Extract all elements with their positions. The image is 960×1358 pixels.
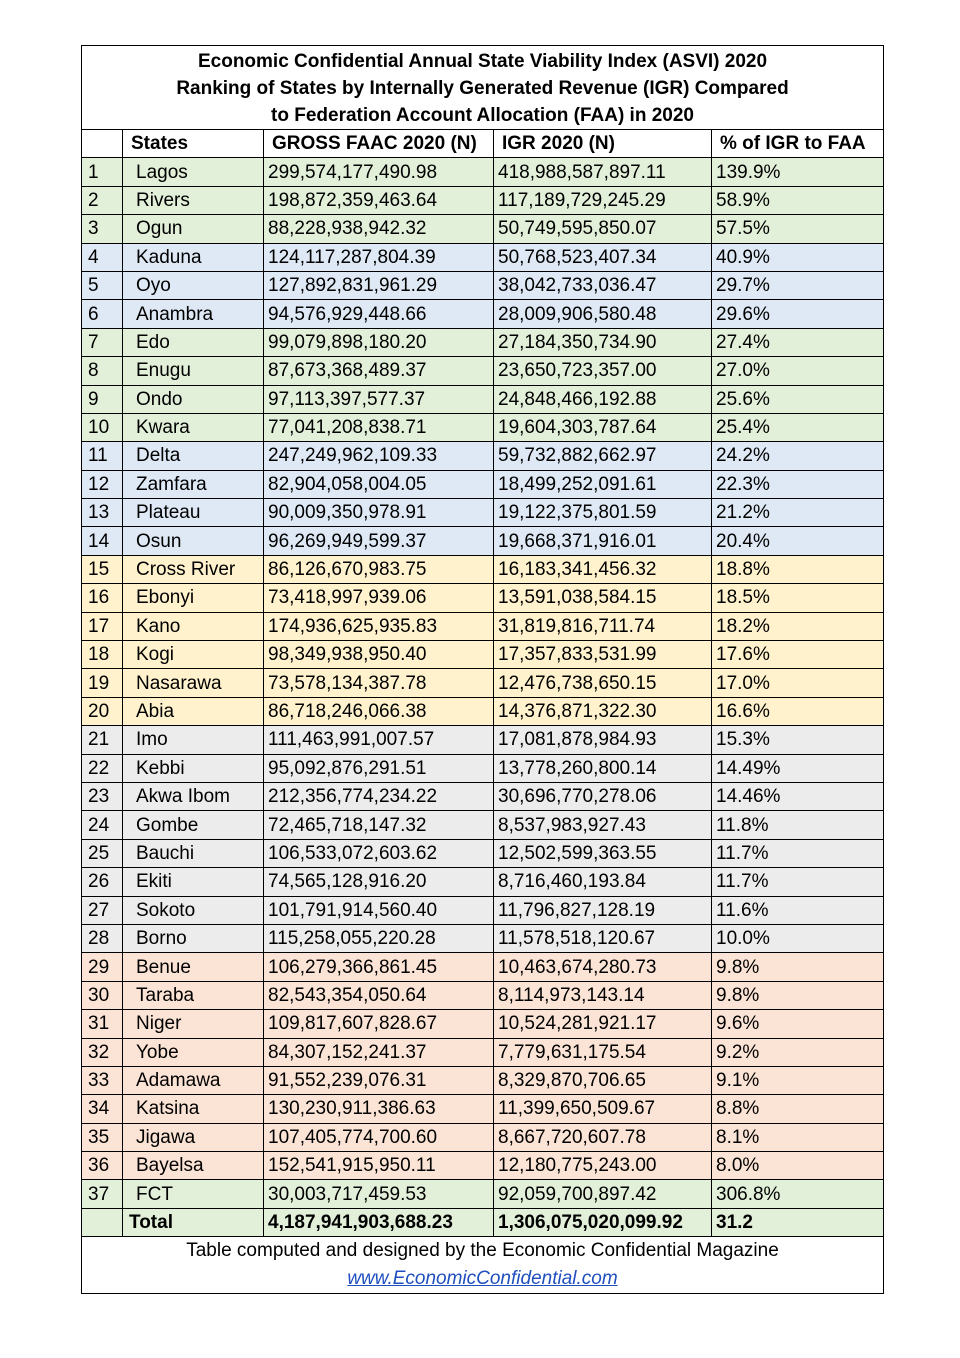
- state-cell: Kogi: [123, 641, 264, 669]
- table-row: [82, 1152, 884, 1180]
- faac-cell: 91,552,239,076.31: [264, 1066, 494, 1094]
- pct-cell: 8.8%: [712, 1095, 884, 1123]
- rank-cell: 26: [82, 868, 123, 896]
- table-row: [82, 271, 884, 299]
- faac-cell: 106,279,366,861.45: [264, 953, 494, 981]
- faac-cell: 86,718,246,066.38: [264, 697, 494, 725]
- igr-cell: 50,768,523,407.34: [494, 243, 712, 271]
- state-cell: Ekiti: [123, 868, 264, 896]
- table-row: [82, 1038, 884, 1066]
- igr-cell: 13,778,260,800.14: [494, 754, 712, 782]
- faac-cell: 74,565,128,916.20: [264, 868, 494, 896]
- rank-cell: 15: [82, 555, 123, 583]
- rank-cell: 10: [82, 413, 123, 441]
- faac-cell: 212,356,774,234.22: [264, 782, 494, 810]
- igr-cell: 17,081,878,984.93: [494, 726, 712, 754]
- igr-cell: 19,668,371,916.01: [494, 527, 712, 555]
- rank-cell: 29: [82, 953, 123, 981]
- pct-cell: 11.7%: [712, 839, 884, 867]
- faac-cell: 95,092,876,291.51: [264, 754, 494, 782]
- rank-cell: 36: [82, 1152, 123, 1180]
- rank-cell: 20: [82, 697, 123, 725]
- pct-cell: 9.6%: [712, 1010, 884, 1038]
- state-cell: Ondo: [123, 385, 264, 413]
- table-row: [82, 811, 884, 839]
- rank-cell: 34: [82, 1095, 123, 1123]
- igr-cell: 59,732,882,662.97: [494, 442, 712, 470]
- state-cell: Bayelsa: [123, 1152, 264, 1180]
- state-cell: Ogun: [123, 215, 264, 243]
- state-cell: Ebonyi: [123, 584, 264, 612]
- footer-credit: Table computed and designed by the Economic Confidential Magazine: [186, 1240, 779, 1262]
- igr-cell: 11,399,650,509.67: [494, 1095, 712, 1123]
- state-cell: Benue: [123, 953, 264, 981]
- rank-cell: 13: [82, 499, 123, 527]
- state-cell: Oyo: [123, 271, 264, 299]
- state-cell: Katsina: [123, 1095, 264, 1123]
- pct-cell: 29.6%: [712, 300, 884, 328]
- pct-cell: 25.6%: [712, 385, 884, 413]
- rank-cell: 30: [82, 981, 123, 1009]
- igr-cell: 8,329,870,706.65: [494, 1066, 712, 1094]
- table-row: [82, 924, 884, 952]
- faac-cell: 109,817,607,828.67: [264, 1010, 494, 1038]
- faac-cell: 90,009,350,978.91: [264, 499, 494, 527]
- table-row: [82, 754, 884, 782]
- igr-cell: 7,779,631,175.54: [494, 1038, 712, 1066]
- faac-cell: 174,936,625,935.83: [264, 612, 494, 640]
- faac-cell: 107,405,774,700.60: [264, 1123, 494, 1151]
- rank-cell: 33: [82, 1066, 123, 1094]
- igr-cell: 13,591,038,584.15: [494, 584, 712, 612]
- pct-cell: 14.49%: [712, 754, 884, 782]
- table-row: [82, 1180, 884, 1208]
- state-cell: Delta: [123, 442, 264, 470]
- pct-cell: 11.8%: [712, 811, 884, 839]
- igr-cell: 12,502,599,363.55: [494, 839, 712, 867]
- rank-cell: 5: [82, 271, 123, 299]
- igr-cell: 11,578,518,120.67: [494, 924, 712, 952]
- state-cell: Kwara: [123, 413, 264, 441]
- asvi-table-sheet: [81, 45, 883, 1294]
- title-line-2: Ranking of States by Internally Generated Revenue (IGR) Compared: [176, 78, 789, 99]
- faac-cell: 247,249,962,109.33: [264, 442, 494, 470]
- faac-cell: 111,463,991,007.57: [264, 726, 494, 754]
- pct-cell: 16.6%: [712, 697, 884, 725]
- igr-cell: 12,476,738,650.15: [494, 669, 712, 697]
- igr-cell: 23,650,723,357.00: [494, 357, 712, 385]
- faac-cell: 82,904,058,004.05: [264, 470, 494, 498]
- faac-cell: 101,791,914,560.40: [264, 896, 494, 924]
- igr-cell: 8,667,720,607.78: [494, 1123, 712, 1151]
- state-cell: Gombe: [123, 811, 264, 839]
- igr-cell: 38,042,733,036.47: [494, 271, 712, 299]
- state-cell: Enugu: [123, 357, 264, 385]
- total-faac: 4,187,941,903,688.23: [264, 1208, 494, 1236]
- faac-cell: 130,230,911,386.63: [264, 1095, 494, 1123]
- total-pct: 31.2: [712, 1208, 884, 1236]
- header-faac: GROSS FAAC 2020 (N): [264, 130, 494, 158]
- rank-cell: 31: [82, 1010, 123, 1038]
- igr-cell: 11,796,827,128.19: [494, 896, 712, 924]
- faac-cell: 97,113,397,577.37: [264, 385, 494, 413]
- pct-cell: 25.4%: [712, 413, 884, 441]
- rank-cell: 35: [82, 1123, 123, 1151]
- faac-cell: 198,872,359,463.64: [264, 186, 494, 214]
- table-row: [82, 328, 884, 356]
- header-pct: % of IGR to FAA: [712, 130, 884, 158]
- header-rank: [82, 130, 123, 158]
- faac-cell: 96,269,949,599.37: [264, 527, 494, 555]
- igr-cell: 10,463,674,280.73: [494, 953, 712, 981]
- table-row: [82, 1123, 884, 1151]
- state-cell: Kano: [123, 612, 264, 640]
- pct-cell: 8.1%: [712, 1123, 884, 1151]
- state-cell: Anambra: [123, 300, 264, 328]
- igr-cell: 16,183,341,456.32: [494, 555, 712, 583]
- table-row: [82, 612, 884, 640]
- igr-cell: 27,184,350,734.90: [494, 328, 712, 356]
- header-igr: IGR 2020 (N): [494, 130, 712, 158]
- pct-cell: 9.8%: [712, 981, 884, 1009]
- rank-cell: 11: [82, 442, 123, 470]
- faac-cell: 98,349,938,950.40: [264, 641, 494, 669]
- rank-cell: 37: [82, 1180, 123, 1208]
- table-row: [82, 1066, 884, 1094]
- footer-cell: [82, 1237, 884, 1294]
- faac-cell: 82,543,354,050.64: [264, 981, 494, 1009]
- total-row: [82, 1208, 884, 1236]
- table-row: [82, 499, 884, 527]
- state-cell: Akwa Ibom: [123, 782, 264, 810]
- igr-cell: 18,499,252,091.61: [494, 470, 712, 498]
- igr-cell: 14,376,871,322.30: [494, 697, 712, 725]
- table-row: [82, 953, 884, 981]
- igr-cell: 24,848,466,192.88: [494, 385, 712, 413]
- faac-cell: 72,465,718,147.32: [264, 811, 494, 839]
- rank-cell: 14: [82, 527, 123, 555]
- table-row: [82, 442, 884, 470]
- rank-cell: 3: [82, 215, 123, 243]
- faac-cell: 73,578,134,387.78: [264, 669, 494, 697]
- igr-cell: 8,537,983,927.43: [494, 811, 712, 839]
- pct-cell: 306.8%: [712, 1180, 884, 1208]
- state-cell: Yobe: [123, 1038, 264, 1066]
- faac-cell: 86,126,670,983.75: [264, 555, 494, 583]
- igr-cell: 31,819,816,711.74: [494, 612, 712, 640]
- pct-cell: 9.1%: [712, 1066, 884, 1094]
- pct-cell: 20.4%: [712, 527, 884, 555]
- pct-cell: 14.46%: [712, 782, 884, 810]
- pct-cell: 22.3%: [712, 470, 884, 498]
- pct-cell: 27.4%: [712, 328, 884, 356]
- rank-cell: 4: [82, 243, 123, 271]
- state-cell: Abia: [123, 697, 264, 725]
- header-row: [82, 130, 884, 158]
- rank-cell: 8: [82, 357, 123, 385]
- total-rank-cell: [82, 1208, 123, 1236]
- table-row: [82, 1095, 884, 1123]
- rank-cell: 12: [82, 470, 123, 498]
- pct-cell: 139.9%: [712, 158, 884, 186]
- igr-cell: 28,009,906,580.48: [494, 300, 712, 328]
- footer-row: [82, 1237, 884, 1294]
- rank-cell: 28: [82, 924, 123, 952]
- rank-cell: 2: [82, 186, 123, 214]
- faac-cell: 99,079,898,180.20: [264, 328, 494, 356]
- state-cell: Cross River: [123, 555, 264, 583]
- pct-cell: 27.0%: [712, 357, 884, 385]
- igr-cell: 30,696,770,278.06: [494, 782, 712, 810]
- title-row: [82, 46, 884, 130]
- table-row: [82, 527, 884, 555]
- state-cell: Kaduna: [123, 243, 264, 271]
- faac-cell: 299,574,177,490.98: [264, 158, 494, 186]
- rank-cell: 1: [82, 158, 123, 186]
- pct-cell: 18.5%: [712, 584, 884, 612]
- state-cell: Plateau: [123, 499, 264, 527]
- table-row: [82, 641, 884, 669]
- table-row: [82, 215, 884, 243]
- table-row: [82, 981, 884, 1009]
- table-row: [82, 470, 884, 498]
- faac-cell: 115,258,055,220.28: [264, 924, 494, 952]
- title-line-3: to Federation Account Allocation (FAA) in 2020: [271, 105, 694, 126]
- igr-cell: 10,524,281,921.17: [494, 1010, 712, 1038]
- state-cell: Lagos: [123, 158, 264, 186]
- pct-cell: 9.2%: [712, 1038, 884, 1066]
- igr-cell: 8,716,460,193.84: [494, 868, 712, 896]
- table-row: [82, 839, 884, 867]
- table-body: [82, 158, 884, 1208]
- faac-cell: 152,541,915,950.11: [264, 1152, 494, 1180]
- table-row: [82, 357, 884, 385]
- rank-cell: 18: [82, 641, 123, 669]
- state-cell: FCT: [123, 1180, 264, 1208]
- state-cell: Rivers: [123, 186, 264, 214]
- igr-cell: 8,114,973,143.14: [494, 981, 712, 1009]
- igr-cell: 19,122,375,801.59: [494, 499, 712, 527]
- table-row: [82, 697, 884, 725]
- table-row: [82, 300, 884, 328]
- state-cell: Imo: [123, 726, 264, 754]
- faac-cell: 94,576,929,448.66: [264, 300, 494, 328]
- igr-cell: 50,749,595,850.07: [494, 215, 712, 243]
- state-cell: Kebbi: [123, 754, 264, 782]
- state-cell: Bauchi: [123, 839, 264, 867]
- state-cell: Taraba: [123, 981, 264, 1009]
- header-state: States: [123, 130, 264, 158]
- rank-cell: 19: [82, 669, 123, 697]
- rank-cell: 23: [82, 782, 123, 810]
- state-cell: Jigawa: [123, 1123, 264, 1151]
- igr-cell: 12,180,775,243.00: [494, 1152, 712, 1180]
- pct-cell: 40.9%: [712, 243, 884, 271]
- table-row: [82, 413, 884, 441]
- faac-cell: 30,003,717,459.53: [264, 1180, 494, 1208]
- table-row: [82, 868, 884, 896]
- faac-cell: 124,117,287,804.39: [264, 243, 494, 271]
- pct-cell: 11.6%: [712, 896, 884, 924]
- pct-cell: 8.0%: [712, 1152, 884, 1180]
- rank-cell: 16: [82, 584, 123, 612]
- rank-cell: 9: [82, 385, 123, 413]
- rank-cell: 22: [82, 754, 123, 782]
- pct-cell: 21.2%: [712, 499, 884, 527]
- table-title: [82, 46, 884, 130]
- faac-cell: 84,307,152,241.37: [264, 1038, 494, 1066]
- pct-cell: 18.2%: [712, 612, 884, 640]
- table-row: [82, 782, 884, 810]
- igr-cell: 17,357,833,531.99: [494, 641, 712, 669]
- faac-cell: 87,673,368,489.37: [264, 357, 494, 385]
- pct-cell: 17.6%: [712, 641, 884, 669]
- state-cell: Edo: [123, 328, 264, 356]
- rank-cell: 17: [82, 612, 123, 640]
- state-cell: Niger: [123, 1010, 264, 1038]
- rank-cell: 27: [82, 896, 123, 924]
- faac-cell: 127,892,831,961.29: [264, 271, 494, 299]
- pct-cell: 10.0%: [712, 924, 884, 952]
- pct-cell: 29.7%: [712, 271, 884, 299]
- igr-cell: 418,988,587,897.11: [494, 158, 712, 186]
- faac-cell: 106,533,072,603.62: [264, 839, 494, 867]
- rank-cell: 6: [82, 300, 123, 328]
- state-cell: Borno: [123, 924, 264, 952]
- pct-cell: 18.8%: [712, 555, 884, 583]
- table-row: [82, 158, 884, 186]
- faac-cell: 77,041,208,838.71: [264, 413, 494, 441]
- pct-cell: 11.7%: [712, 868, 884, 896]
- pct-cell: 57.5%: [712, 215, 884, 243]
- igr-faa-table: [81, 45, 884, 1294]
- rank-cell: 7: [82, 328, 123, 356]
- table-row: [82, 726, 884, 754]
- pct-cell: 15.3%: [712, 726, 884, 754]
- table-row: [82, 896, 884, 924]
- table-row: [82, 555, 884, 583]
- igr-cell: 19,604,303,787.64: [494, 413, 712, 441]
- table-row: [82, 385, 884, 413]
- rank-cell: 25: [82, 839, 123, 867]
- pct-cell: 9.8%: [712, 953, 884, 981]
- state-cell: Osun: [123, 527, 264, 555]
- pct-cell: 58.9%: [712, 186, 884, 214]
- total-label: Total: [123, 1208, 264, 1236]
- table-row: [82, 243, 884, 271]
- faac-cell: 73,418,997,939.06: [264, 584, 494, 612]
- pct-cell: 17.0%: [712, 669, 884, 697]
- rank-cell: 24: [82, 811, 123, 839]
- table-row: [82, 186, 884, 214]
- rank-cell: 32: [82, 1038, 123, 1066]
- table-row: [82, 1010, 884, 1038]
- total-igr: 1,306,075,020,099.92: [494, 1208, 712, 1236]
- table-row: [82, 584, 884, 612]
- igr-cell: 117,189,729,245.29: [494, 186, 712, 214]
- rank-cell: 21: [82, 726, 123, 754]
- state-cell: Zamfara: [123, 470, 264, 498]
- igr-cell: 92,059,700,897.42: [494, 1180, 712, 1208]
- faac-cell: 88,228,938,942.32: [264, 215, 494, 243]
- footer-website-link[interactable]: www.EconomicConfidential.com: [347, 1268, 618, 1290]
- pct-cell: 24.2%: [712, 442, 884, 470]
- state-cell: Nasarawa: [123, 669, 264, 697]
- state-cell: Adamawa: [123, 1066, 264, 1094]
- state-cell: Sokoto: [123, 896, 264, 924]
- title-line-1: Economic Confidential Annual State Viability Index (ASVI) 2020: [197, 51, 768, 72]
- table-row: [82, 669, 884, 697]
